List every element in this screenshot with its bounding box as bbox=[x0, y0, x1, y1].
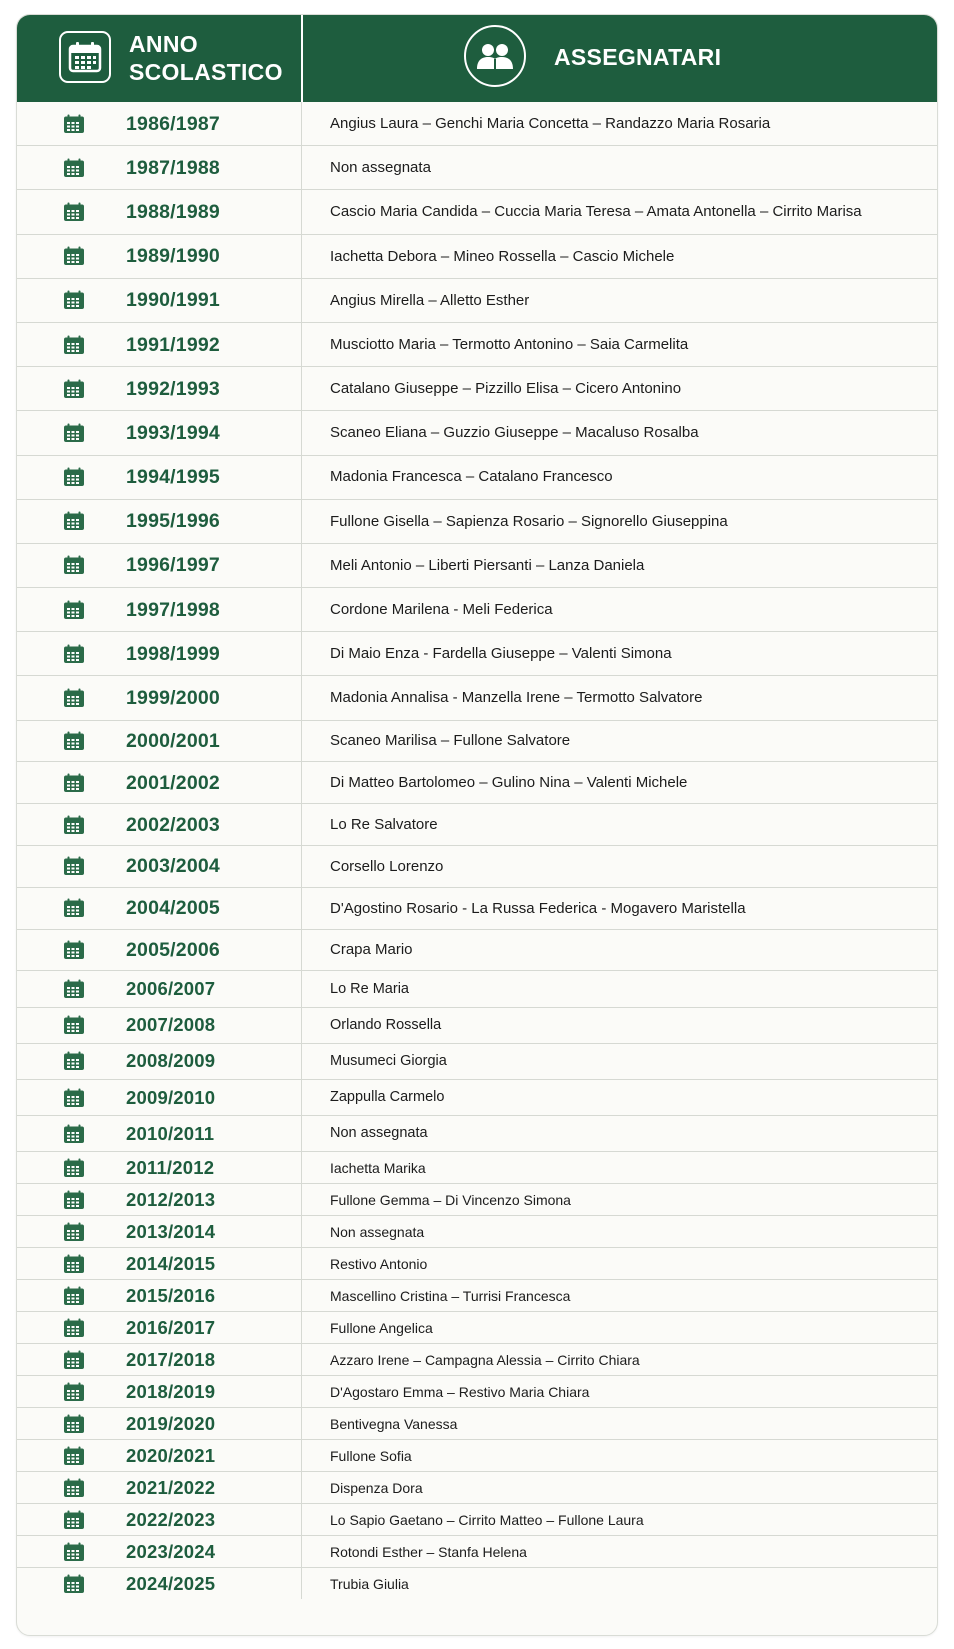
table-row bbox=[17, 1080, 937, 1116]
assignees-names: Cordone Marilena - Meli Federica bbox=[330, 601, 553, 619]
school-year: 1996/1997 bbox=[126, 554, 220, 577]
table-row bbox=[17, 146, 937, 190]
table-row bbox=[17, 804, 937, 846]
school-year: 1991/1992 bbox=[126, 333, 220, 356]
column-divider bbox=[301, 846, 302, 887]
school-year: 1992/1993 bbox=[126, 377, 220, 400]
table-row bbox=[17, 1504, 937, 1536]
school-year: 2002/2003 bbox=[126, 813, 220, 836]
assignees-names: Restivo Antonio bbox=[330, 1255, 428, 1272]
column-divider bbox=[301, 1116, 302, 1151]
calendar-icon bbox=[63, 1318, 85, 1338]
calendar-icon bbox=[63, 1542, 85, 1562]
calendar-icon bbox=[63, 423, 85, 443]
school-year: 2013/2014 bbox=[126, 1220, 216, 1242]
table-row bbox=[17, 632, 937, 676]
column-divider bbox=[301, 323, 302, 366]
table-row bbox=[17, 1376, 937, 1408]
column-divider bbox=[301, 1044, 302, 1079]
school-year: 2012/2013 bbox=[126, 1188, 216, 1210]
table-row bbox=[17, 190, 937, 234]
calendar-icon bbox=[63, 1382, 85, 1402]
column-divider bbox=[301, 456, 302, 499]
calendar-icon bbox=[63, 467, 85, 487]
assignees-names: Non assegnata bbox=[330, 159, 431, 177]
assignees-names: Bentivegna Vanessa bbox=[330, 1415, 458, 1432]
assignees-names: Di Maio Enza - Fardella Giuseppe – Valenti Simona bbox=[330, 645, 672, 663]
table-row bbox=[17, 544, 937, 588]
users-icon bbox=[464, 25, 526, 87]
assignees-names: Meli Antonio – Liberti Piersanti – Lanza Daniela bbox=[330, 556, 645, 574]
column-divider bbox=[301, 190, 302, 233]
column-divider bbox=[301, 1216, 302, 1247]
column-divider bbox=[301, 721, 302, 762]
assignees-names: Orlando Rossella bbox=[330, 1016, 442, 1033]
calendar-icon bbox=[63, 856, 85, 876]
table-row bbox=[17, 456, 937, 500]
calendar-icon bbox=[63, 290, 85, 310]
assignees-names: Madonia Francesca – Catalano Francesco bbox=[330, 468, 613, 486]
assignees-names: Musumeci Giorgia bbox=[330, 1053, 447, 1070]
school-year: 1999/2000 bbox=[126, 687, 220, 710]
assignees-names: Lo Re Maria bbox=[330, 980, 409, 997]
assignees-names: Corsello Lorenzo bbox=[330, 857, 444, 875]
school-year: 1987/1988 bbox=[126, 156, 220, 179]
school-year: 1986/1987 bbox=[126, 112, 220, 135]
table-row bbox=[17, 762, 937, 804]
assignees-names: Angius Laura – Genchi Maria Concetta – Randazzo Maria Rosaria bbox=[330, 114, 771, 132]
assignees-names: Fullone Gemma – Di Vincenzo Simona bbox=[330, 1191, 571, 1208]
table-row bbox=[17, 930, 937, 972]
calendar-icon bbox=[63, 1350, 85, 1370]
calendar-icon bbox=[63, 688, 85, 708]
calendar-icon bbox=[63, 1510, 85, 1530]
school-year: 2018/2019 bbox=[126, 1380, 216, 1402]
table-row bbox=[17, 1184, 937, 1216]
school-year: 2024/2025 bbox=[126, 1572, 216, 1594]
assignees-names: Lo Re Salvatore bbox=[330, 815, 438, 833]
assignees-names: Iachetta Marika bbox=[330, 1159, 426, 1176]
calendar-icon bbox=[63, 1051, 85, 1071]
table-row bbox=[17, 367, 937, 411]
table-row bbox=[17, 1116, 937, 1152]
calendar-icon bbox=[63, 644, 85, 664]
school-year: 2022/2023 bbox=[126, 1508, 216, 1530]
calendar-icon bbox=[63, 246, 85, 266]
header-divider bbox=[301, 15, 303, 102]
calendar-icon bbox=[63, 1478, 85, 1498]
column-divider bbox=[301, 1472, 302, 1503]
calendar-icon bbox=[63, 731, 85, 751]
calendar-icon bbox=[63, 1088, 85, 1108]
calendar-icon bbox=[63, 511, 85, 531]
table-row bbox=[17, 1044, 937, 1080]
assignees-names: Catalano Giuseppe – Pizzillo Elisa – Cicero Antonino bbox=[330, 380, 682, 398]
column-divider bbox=[301, 1440, 302, 1471]
school-year: 2010/2011 bbox=[126, 1122, 215, 1144]
school-year: 1997/1998 bbox=[126, 598, 220, 621]
table-row bbox=[17, 1248, 937, 1280]
assignees-names: D'Agostaro Emma – Restivo Maria Chiara bbox=[330, 1383, 590, 1400]
assignees-names: Angius Mirella – Alletto Esther bbox=[330, 291, 530, 309]
column-divider bbox=[301, 544, 302, 587]
assignees-names: Zappulla Carmelo bbox=[330, 1089, 445, 1106]
column-divider bbox=[301, 1152, 302, 1183]
assignees-names: Di Matteo Bartolomeo – Gulino Nina – Valenti Michele bbox=[330, 774, 688, 792]
column-divider bbox=[301, 1568, 302, 1599]
calendar-icon bbox=[63, 815, 85, 835]
calendar-icon bbox=[63, 600, 85, 620]
table-row bbox=[17, 1312, 937, 1344]
table-row bbox=[17, 1152, 937, 1184]
school-year: 1988/1989 bbox=[126, 200, 220, 223]
assignees-names: Fullone Angelica bbox=[330, 1319, 433, 1336]
column-divider bbox=[301, 971, 302, 1006]
table-row bbox=[17, 1008, 937, 1044]
calendar-icon bbox=[63, 335, 85, 355]
column-header-year-line1: ANNO bbox=[129, 31, 198, 57]
column-divider bbox=[301, 1408, 302, 1439]
school-year: 2023/2024 bbox=[126, 1540, 216, 1562]
calendar-icon bbox=[59, 31, 111, 83]
assignees-names: Scaneo Marilisa – Fullone Salvatore bbox=[330, 732, 571, 750]
assignees-names: Trubia Giulia bbox=[330, 1575, 409, 1592]
column-divider bbox=[301, 367, 302, 410]
school-year: 1989/1990 bbox=[126, 245, 220, 268]
calendar-icon bbox=[63, 114, 85, 134]
column-divider bbox=[301, 500, 302, 543]
column-divider bbox=[301, 102, 302, 145]
school-year: 2004/2005 bbox=[126, 897, 220, 920]
column-header-year-line2: SCOLASTICO bbox=[129, 59, 283, 85]
assignees-names: Lo Sapio Gaetano – Cirrito Matteo – Fullone Laura bbox=[330, 1511, 644, 1528]
calendar-icon bbox=[63, 1286, 85, 1306]
assignees-names: Mascellino Cristina – Turrisi Francesca bbox=[330, 1287, 571, 1304]
calendar-icon bbox=[63, 1190, 85, 1210]
calendar-icon bbox=[63, 1222, 85, 1242]
column-divider bbox=[301, 1344, 302, 1375]
column-divider bbox=[301, 1536, 302, 1567]
school-year: 1990/1991 bbox=[126, 289, 220, 312]
table-row bbox=[17, 1568, 937, 1599]
table-row bbox=[17, 971, 937, 1007]
table-row bbox=[17, 1280, 937, 1312]
table-row bbox=[17, 846, 937, 888]
column-divider bbox=[301, 588, 302, 631]
table-row bbox=[17, 588, 937, 632]
column-divider bbox=[301, 762, 302, 803]
column-divider bbox=[301, 804, 302, 845]
column-divider bbox=[301, 146, 302, 189]
calendar-icon bbox=[63, 1124, 85, 1144]
school-year: 2011/2012 bbox=[126, 1156, 215, 1178]
assignees-names: D'Agostino Rosario - La Russa Federica - Mogavero Maristella bbox=[330, 899, 746, 917]
school-year: 2000/2001 bbox=[126, 730, 220, 753]
assignees-names: Iachetta Debora – Mineo Rossella – Cascio Michele bbox=[330, 247, 675, 265]
column-divider bbox=[301, 1504, 302, 1535]
column-divider bbox=[301, 1008, 302, 1043]
assignees-names: Fullone Sofia bbox=[330, 1447, 412, 1464]
table-row bbox=[17, 279, 937, 323]
table-row bbox=[17, 676, 937, 720]
school-year: 2015/2016 bbox=[126, 1284, 216, 1306]
assignees-table bbox=[16, 14, 938, 1636]
school-year: 1998/1999 bbox=[126, 642, 220, 665]
column-divider bbox=[301, 1080, 302, 1115]
calendar-icon bbox=[63, 1158, 85, 1178]
calendar-icon bbox=[63, 202, 85, 222]
calendar-icon bbox=[63, 940, 85, 960]
school-year: 2016/2017 bbox=[126, 1316, 216, 1338]
table-row bbox=[17, 1216, 937, 1248]
school-year: 2001/2002 bbox=[126, 771, 220, 794]
table-row bbox=[17, 102, 937, 146]
column-divider bbox=[301, 1376, 302, 1407]
calendar-icon bbox=[63, 1574, 85, 1594]
column-divider bbox=[301, 676, 302, 719]
calendar-icon bbox=[63, 1015, 85, 1035]
school-year: 2021/2022 bbox=[126, 1476, 216, 1498]
assignees-names: Scaneo Eliana – Guzzio Giuseppe – Macaluso Rosalba bbox=[330, 424, 699, 442]
school-year: 2009/2010 bbox=[126, 1086, 216, 1108]
table-row bbox=[17, 500, 937, 544]
column-divider bbox=[301, 235, 302, 278]
calendar-icon bbox=[63, 1254, 85, 1274]
column-divider bbox=[301, 930, 302, 971]
calendar-icon bbox=[63, 555, 85, 575]
assignees-names: Non assegnata bbox=[330, 1223, 425, 1240]
school-year: 2017/2018 bbox=[126, 1348, 216, 1370]
table-row bbox=[17, 235, 937, 279]
column-divider bbox=[301, 411, 302, 454]
calendar-icon bbox=[63, 898, 85, 918]
table-row bbox=[17, 1440, 937, 1472]
school-year: 1993/1994 bbox=[126, 421, 220, 444]
assignees-names: Cascio Maria Candida – Cuccia Maria Teresa – Amata Antonella – Cirrito Marisa bbox=[330, 203, 862, 221]
school-year: 1995/1996 bbox=[126, 510, 220, 533]
column-divider bbox=[301, 888, 302, 929]
assignees-names: Musciotto Maria – Termotto Antonino – Saia Carmelita bbox=[330, 335, 689, 353]
school-year: 2007/2008 bbox=[126, 1014, 216, 1036]
calendar-icon bbox=[63, 158, 85, 178]
school-year: 2005/2006 bbox=[126, 939, 220, 961]
school-year: 2008/2009 bbox=[126, 1050, 216, 1072]
column-divider bbox=[301, 1248, 302, 1279]
school-year: 2003/2004 bbox=[126, 855, 220, 878]
assignees-names: Rotondi Esther – Stanfa Helena bbox=[330, 1543, 527, 1560]
table-row bbox=[17, 721, 937, 763]
table-header bbox=[17, 15, 937, 102]
calendar-icon bbox=[63, 379, 85, 399]
calendar-icon bbox=[63, 1414, 85, 1434]
table-row bbox=[17, 1536, 937, 1568]
school-year: 2020/2021 bbox=[126, 1444, 216, 1466]
table-row bbox=[17, 323, 937, 367]
table-row bbox=[17, 888, 937, 930]
school-year: 2014/2015 bbox=[126, 1252, 216, 1274]
school-year: 2019/2020 bbox=[126, 1412, 216, 1434]
table-row bbox=[17, 1472, 937, 1504]
column-header-assignees: ASSEGNATARI bbox=[554, 44, 722, 70]
table-row bbox=[17, 411, 937, 455]
table-row bbox=[17, 1344, 937, 1376]
assignees-names: Madonia Annalisa - Manzella Irene – Termotto Salvatore bbox=[330, 689, 703, 707]
table-body bbox=[17, 102, 937, 1599]
column-header-year bbox=[129, 30, 283, 86]
school-year: 2006/2007 bbox=[126, 978, 216, 999]
column-divider bbox=[301, 1280, 302, 1311]
column-divider bbox=[301, 632, 302, 675]
assignees-names: Crapa Mario bbox=[330, 941, 413, 959]
assignees-names: Dispenza Dora bbox=[330, 1479, 423, 1496]
assignees-names: Fullone Gisella – Sapienza Rosario – Signorello Giuseppina bbox=[330, 512, 728, 530]
table-row bbox=[17, 1408, 937, 1440]
column-divider bbox=[301, 279, 302, 322]
column-divider bbox=[301, 1184, 302, 1215]
calendar-icon bbox=[63, 979, 85, 999]
school-year: 1994/1995 bbox=[126, 466, 220, 489]
calendar-icon bbox=[63, 773, 85, 793]
calendar-icon bbox=[63, 1446, 85, 1466]
assignees-names: Azzaro Irene – Campagna Alessia – Cirrito Chiara bbox=[330, 1351, 640, 1368]
column-divider bbox=[301, 1312, 302, 1343]
assignees-names: Non assegnata bbox=[330, 1125, 428, 1142]
